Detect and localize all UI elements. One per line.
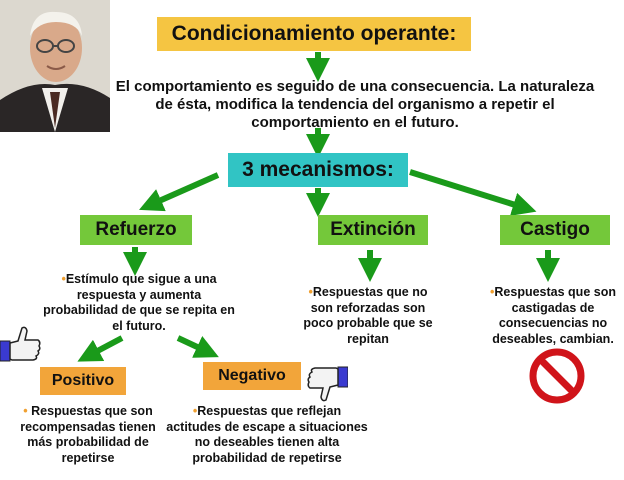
arrow-mech-castigo (410, 172, 525, 208)
bullet-icon: • (192, 404, 198, 418)
negativo-text-content: Respuestas que reflejan actitudes de escape a situaciones no deseables tienen alta probabilidad de repetirse (166, 404, 368, 465)
castigo-text-content: Respuestas que son castigadas de consecuencias no deseables, cambian. (492, 285, 616, 346)
bullet-icon: • (308, 285, 313, 299)
description-text: El comportamiento es seguido de una consecuencia. La naturaleza de ésta, modifica la tendencia del organismo a repetir el comportamiento en el futuro. (115, 78, 595, 131)
positivo-box: Positivo (40, 367, 126, 395)
thumbs-up-icon (0, 324, 42, 364)
refuerzo-text-content: Estímulo que sigue a una respuesta y aumenta probabilidad de que se repita en el futuro. (43, 272, 235, 333)
mechanisms-box: 3 mecanismos: (228, 153, 408, 187)
negativo-text (166, 404, 368, 466)
arrow-to-positivo (88, 338, 122, 356)
positivo-text-content: Respuestas que son recompensadas tienen más probabilidad de repetirse (20, 404, 156, 465)
refuerzo-box: Refuerzo (80, 215, 192, 245)
positivo-text (8, 404, 168, 466)
bullet-icon: • (490, 285, 495, 299)
arrow-mech-refuerzo (150, 175, 218, 205)
bullet-icon: • (23, 404, 28, 418)
page-title: Condicionamiento operante: (157, 17, 471, 51)
bullet-icon: • (61, 272, 66, 286)
prohibited-icon (528, 347, 586, 405)
thumbs-down-icon (306, 364, 348, 404)
refuerzo-text (40, 272, 238, 334)
extincion-box: Extinción (318, 215, 428, 245)
castigo-box: Castigo (500, 215, 610, 245)
castigo-text (484, 285, 622, 347)
extincion-text-content: Respuestas que no son reforzadas son poco probable que se repitan (303, 285, 433, 346)
arrow-to-negativo (178, 338, 208, 352)
negativo-box: Negativo (203, 362, 301, 390)
extincion-text (300, 285, 436, 347)
